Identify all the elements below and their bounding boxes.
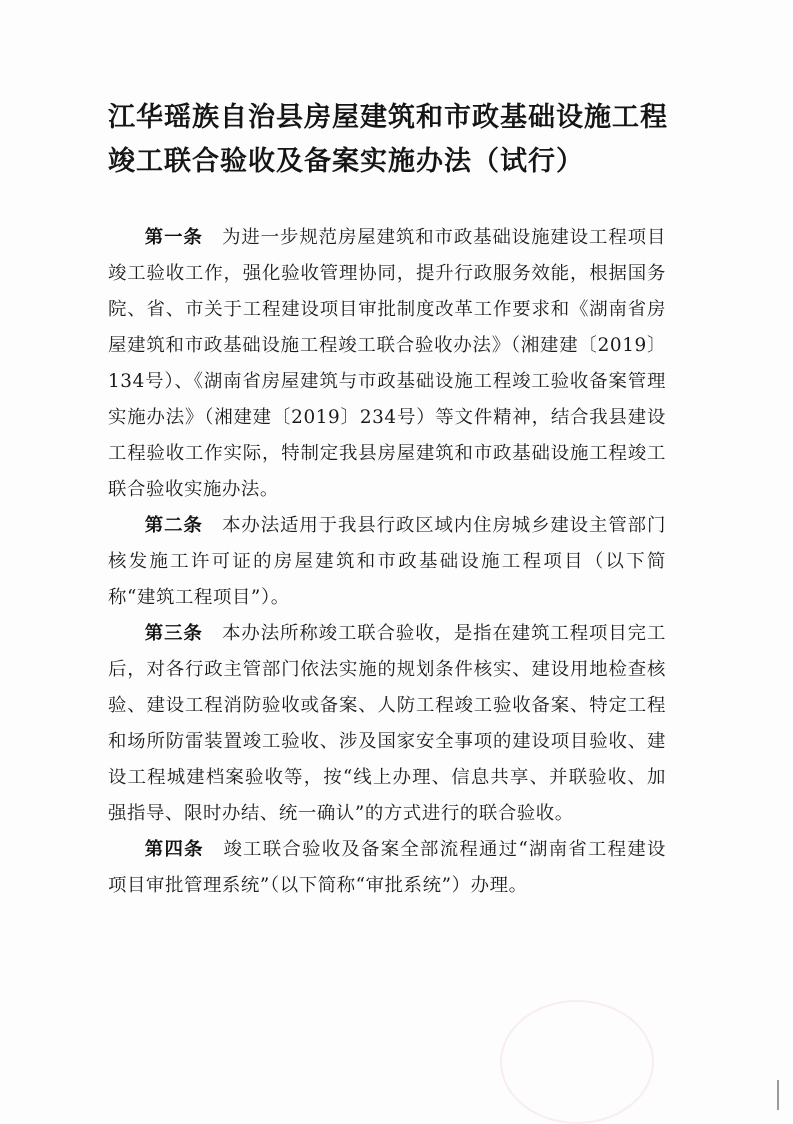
article-heading: 第二条 (144, 515, 203, 536)
article-text: 为进一步规范房屋建筑和市政基础设施建设工程项目竣工验收工作，强化验收管理协同，提升行政服务效能，根据国务院、省、市关于工程建设项目审批制度改革工作要求和《湖南省房屋建筑和市政基础设施工程竣工联合验收办法》（湘建建〔2019〕134号）、《湖南省房屋建筑与市政基础设施工程竣工验收备案管理实施办法》（湘建建〔2019〕234号）等文件精神，结合我县建设工程验收工作实际，特制定我县房屋建筑和市政基础设施工程竣工联合验收实施办法。 (108, 227, 666, 500)
faded-seal-mark (500, 1000, 654, 1124)
article-heading: 第三条 (144, 623, 203, 644)
article-4 (108, 832, 666, 904)
article-text: 本办法适用于我县行政区域内住房城乡建设主管部门核发施工许可证的房屋建筑和市政基础设施工程项目（以下简称“建筑工程项目”）。 (108, 515, 666, 608)
scan-edge-mark (777, 1080, 779, 1110)
article-text: 竣工联合验收及备案全部流程通过“湖南省工程建设项目审批管理系统”（以下简称“审批系统”）办理。 (108, 839, 666, 896)
article-3 (108, 616, 666, 832)
article-text: 本办法所称竣工联合验收，是指在建筑工程项目完工后，对各行政主管部门依法实施的规划条件核实、建设用地检查核验、建设工程消防验收或备案、人防工程竣工验收备案、特定工程和场所防雷装置竣工验收、涉及国家安全事项的建设项目验收、建设工程城建档案验收等，按“线上办理、信息共享、并联验收、加强指导、限时办结、统一确认”的方式进行的联合验收。 (108, 623, 666, 824)
article-heading: 第四条 (144, 839, 204, 860)
article-1 (108, 220, 666, 508)
article-heading: 第一条 (144, 227, 203, 248)
document-title: 江华瑶族自治县房屋建筑和市政基础设施工程竣工联合验收及备案实施办法（试行） (108, 102, 668, 177)
document-body (108, 220, 666, 904)
article-2 (108, 508, 666, 616)
